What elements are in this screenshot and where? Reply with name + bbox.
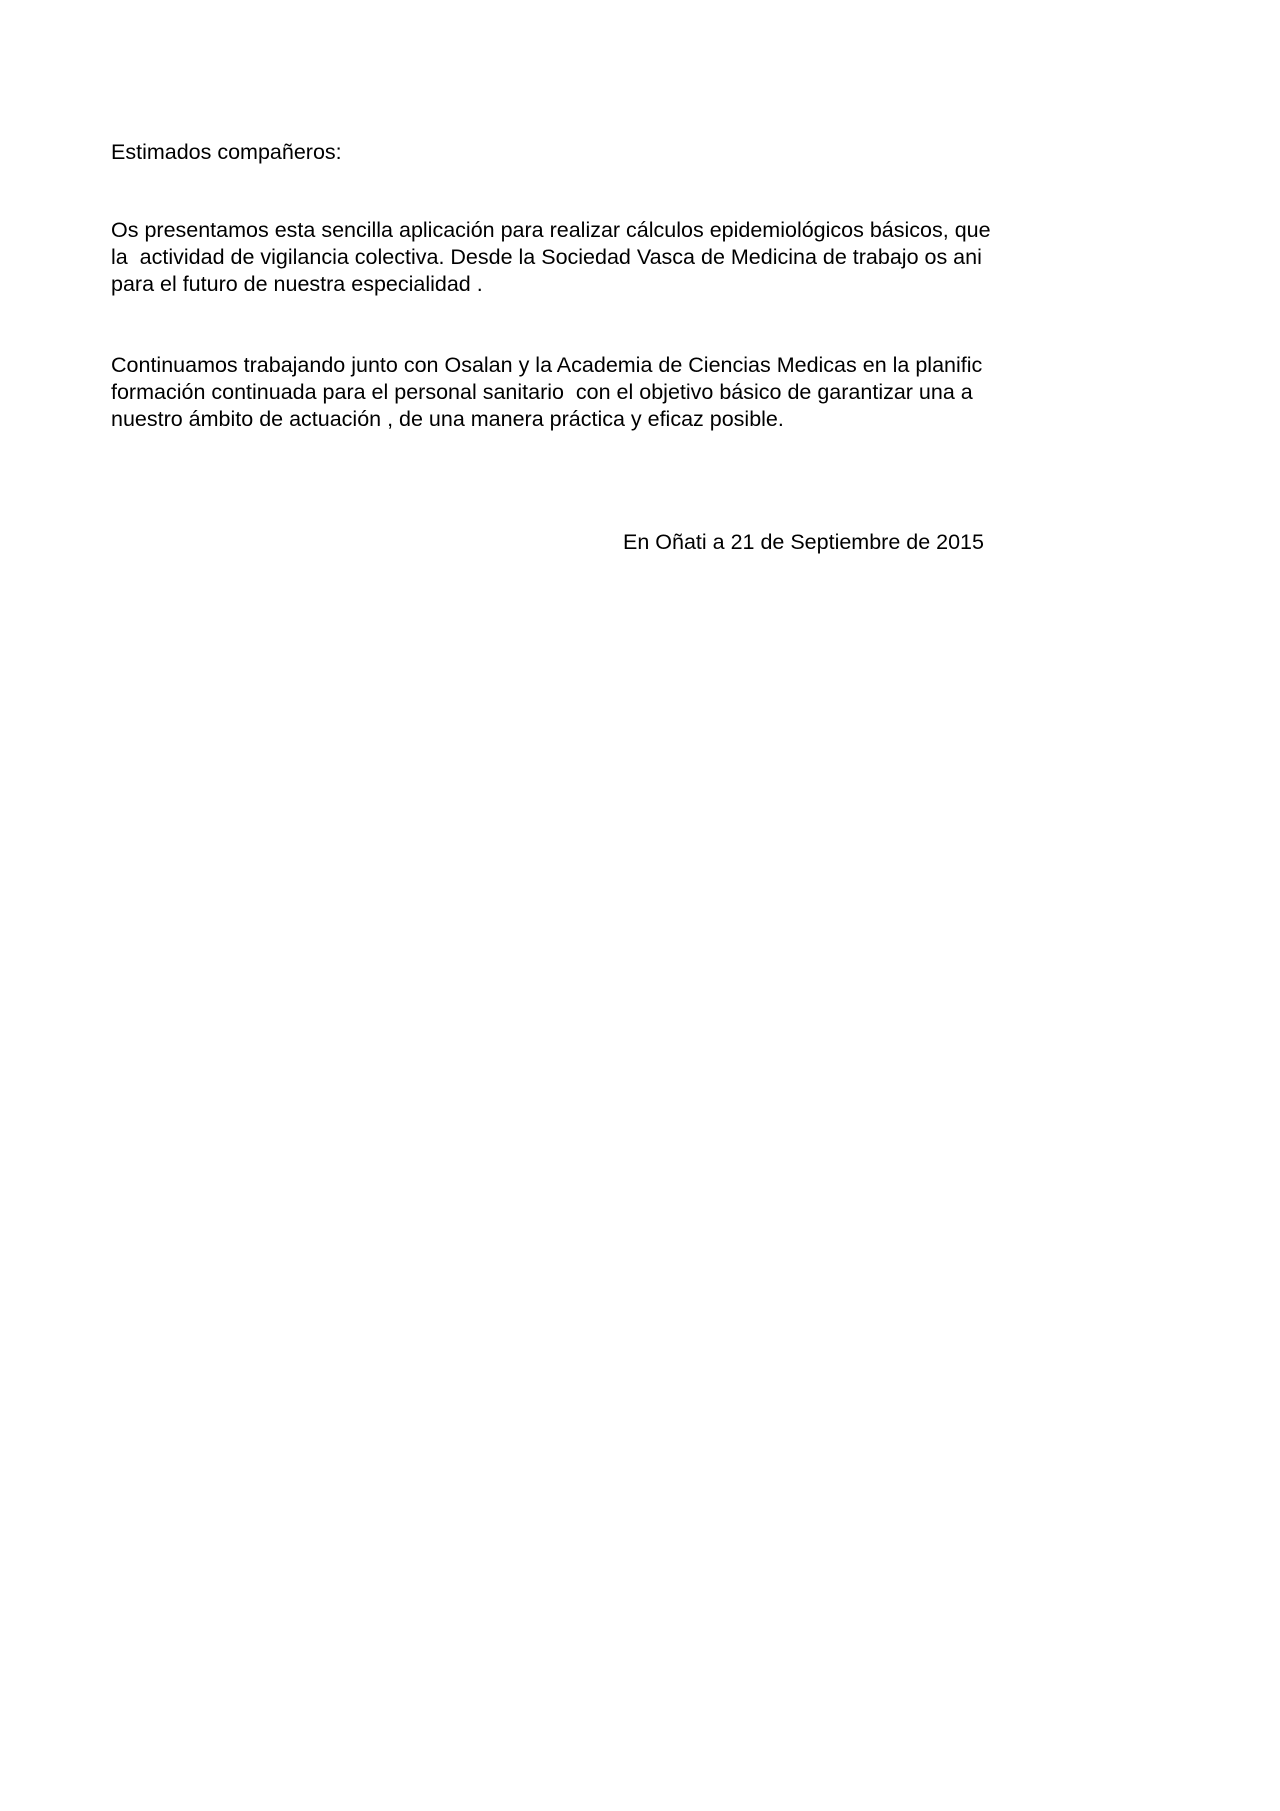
paragraph-collaboration	[111, 352, 1055, 433]
paragraph-line: Os presentamos esta sencilla aplicación para realizar cálculos epidemiológicos básicos, que	[111, 218, 991, 242]
paragraph-line: para el futuro de nuestra especialidad .	[111, 272, 483, 296]
greeting: Estimados compañeros:	[111, 140, 342, 164]
paragraph-line: la actividad de vigilancia colectiva. Desde la Sociedad Vasca de Medicina de trabajo os ani	[111, 245, 982, 269]
paragraph-line: nuestro ámbito de actuación , de una manera práctica y eficaz posible.	[111, 407, 784, 431]
place-date-signoff: En Oñati a 21 de Septiembre de 2015	[623, 530, 984, 554]
paragraph-line: formación continuada para el personal sanitario con el objetivo básico de garantizar una a	[111, 380, 973, 404]
paragraph-intro	[111, 217, 1055, 298]
paragraph-line: Continuamos trabajando junto con Osalan y la Academia de Ciencias Medicas en la planific	[111, 353, 983, 377]
